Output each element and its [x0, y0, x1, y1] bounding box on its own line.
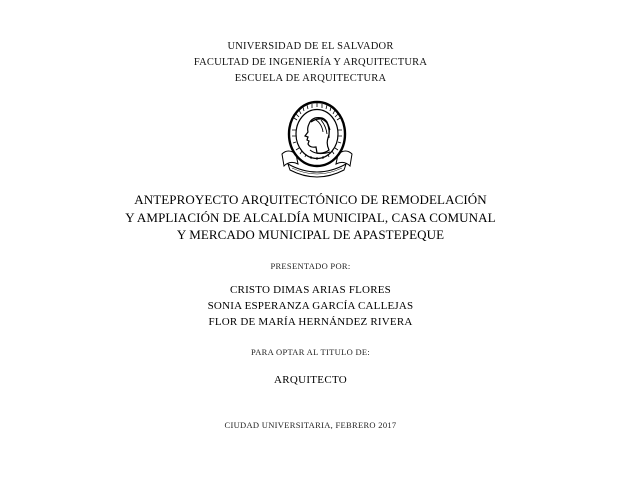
- degree-title: ARQUITECTO: [273, 374, 348, 386]
- place-and-date: CIUDAD UNIVERSITARIA, FEBRERO 2017: [224, 420, 397, 430]
- project-title-line-1: ANTEPROYECTO ARQUITECTÓNICO DE REMODELACIÓN: [134, 192, 487, 207]
- project-title-line-3: Y MERCADO MUNICIPAL DE APASTEPEQUE: [176, 227, 445, 242]
- faculty-name: FACULTAD DE INGENIERÍA Y ARQUITECTURA: [193, 57, 428, 68]
- author-name: CRISTO DIMAS ARIAS FLORES: [230, 284, 391, 296]
- university-seal-icon: [278, 98, 356, 178]
- author-name: FLOR DE MARÍA HERNÁNDEZ RIVERA: [208, 316, 413, 328]
- presented-by-label: PRESENTADO POR:: [270, 261, 351, 271]
- university-name: UNIVERSIDAD DE EL SALVADOR: [227, 41, 394, 52]
- author-name: SONIA ESPERANZA GARCÍA CALLEJAS: [207, 300, 414, 312]
- project-title-line-2: Y AMPLIACIÓN DE ALCALDÍA MUNICIPAL, CASA COMUNAL: [125, 210, 496, 225]
- school-name: ESCUELA DE ARQUITECTURA: [234, 73, 387, 84]
- degree-label: PARA OPTAR AL TITULO DE:: [250, 347, 371, 357]
